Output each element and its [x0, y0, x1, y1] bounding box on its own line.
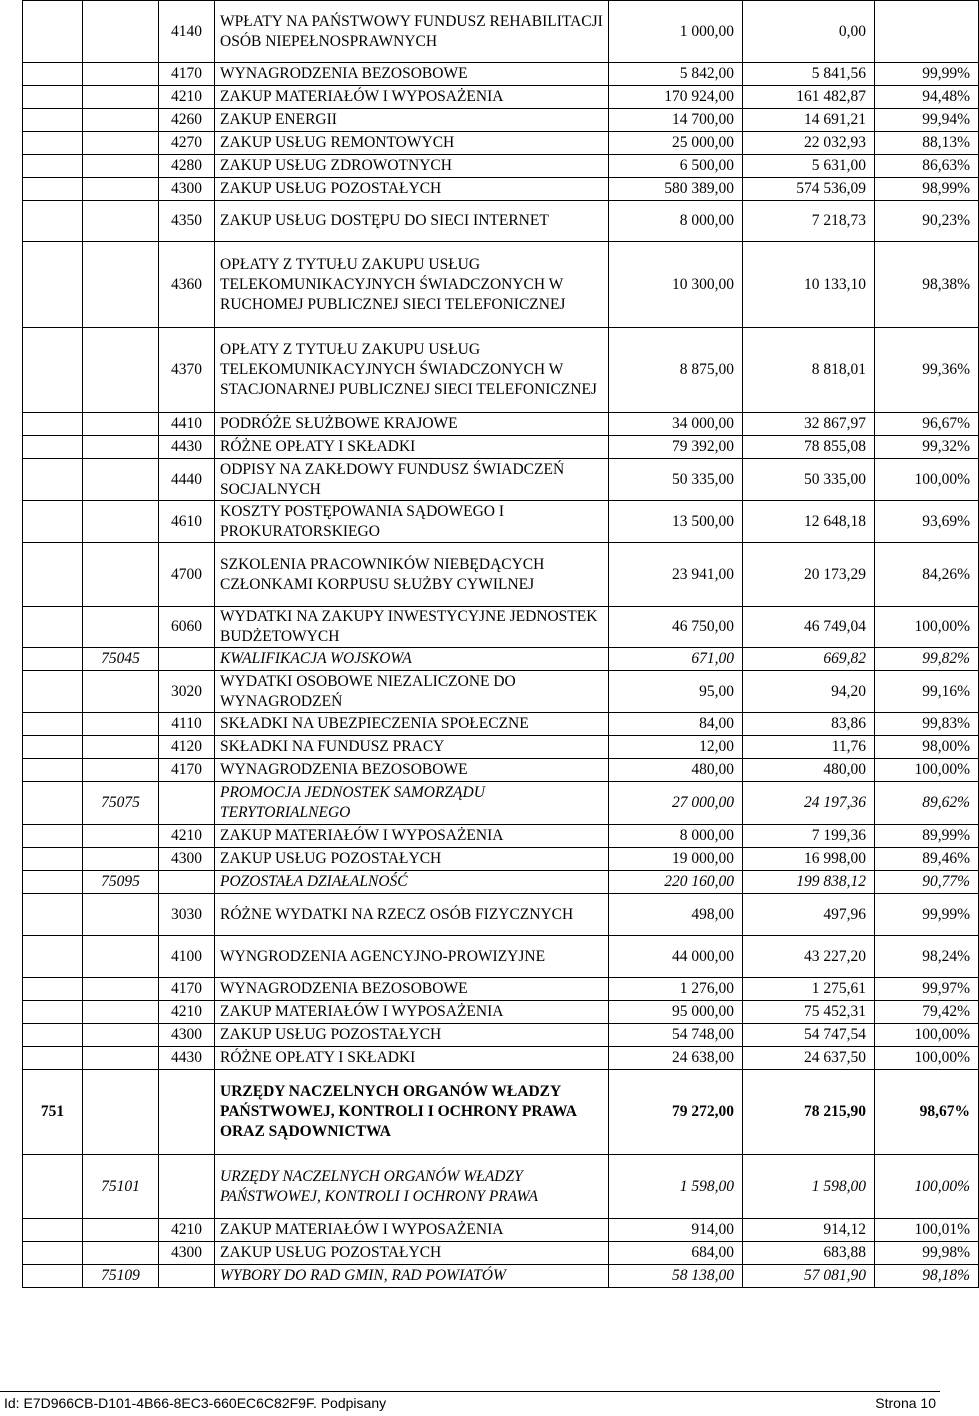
budget-table-body — [23, 1, 979, 1288]
paragraph-code-cell: 3020 — [159, 671, 215, 713]
paragraph-code-cell: 4350 — [159, 201, 215, 242]
execution-percent-cell: 100,01% — [875, 1219, 979, 1242]
table-row — [23, 543, 979, 607]
division-code-cell — [23, 155, 83, 178]
division-code-cell — [23, 63, 83, 86]
division-code-cell — [23, 413, 83, 436]
chapter-code-cell — [83, 1219, 159, 1242]
budget-table — [22, 0, 979, 1288]
execution-percent-cell: 79,42% — [875, 1001, 979, 1024]
chapter-code-cell — [83, 109, 159, 132]
division-code-cell — [23, 871, 83, 894]
executed-amount-cell: 914,12 — [743, 1219, 875, 1242]
paragraph-code-cell — [159, 1070, 215, 1155]
paragraph-code-cell: 4360 — [159, 242, 215, 328]
chapter-code-cell — [83, 413, 159, 436]
paragraph-code-cell: 4100 — [159, 936, 215, 978]
table-row — [23, 936, 979, 978]
division-code-cell — [23, 894, 83, 936]
chapter-code-cell — [83, 1024, 159, 1047]
execution-percent-cell: 99,99% — [875, 63, 979, 86]
execution-percent-cell: 100,00% — [875, 1047, 979, 1070]
item-name-cell: POZOSTAŁA DZIAŁALNOŚĆ — [215, 871, 609, 894]
item-name-cell: URZĘDY NACZELNYCH ORGANÓW WŁADZY PAŃSTWOWEJ, KONTROLI I OCHRONY PRAWA — [215, 1155, 609, 1219]
item-name-cell: ZAKUP USŁUG ZDROWOTNYCH — [215, 155, 609, 178]
paragraph-code-cell: 4210 — [159, 825, 215, 848]
item-name-cell: WYDATKI NA ZAKUPY INWESTYCYJNE JEDNOSTEK BUDŻETOWYCH — [215, 607, 609, 648]
document-id-text: Id: E7D966CB-D101-4B66-8EC3-660EC6C82F9F. Podpisany — [4, 1395, 387, 1411]
paragraph-code-cell: 4300 — [159, 1024, 215, 1047]
planned-amount-cell: 8 000,00 — [609, 825, 743, 848]
planned-amount-cell: 34 000,00 — [609, 413, 743, 436]
item-name-cell: OPŁATY Z TYTUŁU ZAKUPU USŁUG TELEKOMUNIKACYJNYCH ŚWIADCZONYCH W STACJONARNEJ PUBLICZNEJ SIECI TELEFONICZNEJ — [215, 328, 609, 413]
division-code-cell — [23, 86, 83, 109]
chapter-code-cell: 75045 — [83, 648, 159, 671]
planned-amount-cell: 50 335,00 — [609, 459, 743, 501]
execution-percent-cell: 89,99% — [875, 825, 979, 848]
execution-percent-cell: 89,46% — [875, 848, 979, 871]
division-code-cell — [23, 459, 83, 501]
division-code-cell — [23, 713, 83, 736]
paragraph-code-cell — [159, 871, 215, 894]
item-name-cell: ODPISY NA ZAKŁDOWY FUNDUSZ ŚWIADCZEŃ SOCJALNYCH — [215, 459, 609, 501]
planned-amount-cell: 24 638,00 — [609, 1047, 743, 1070]
division-code-cell — [23, 759, 83, 782]
planned-amount-cell: 671,00 — [609, 648, 743, 671]
planned-amount-cell: 8 875,00 — [609, 328, 743, 413]
execution-percent-cell: 98,67% — [875, 1070, 979, 1155]
division-code-cell — [23, 978, 83, 1001]
chapter-code-cell — [83, 459, 159, 501]
paragraph-code-cell: 4300 — [159, 1242, 215, 1265]
paragraph-code-cell: 4430 — [159, 1047, 215, 1070]
executed-amount-cell: 7 218,73 — [743, 201, 875, 242]
executed-amount-cell: 83,86 — [743, 713, 875, 736]
chapter-code-cell — [83, 848, 159, 871]
execution-percent-cell: 99,83% — [875, 713, 979, 736]
chapter-code-cell — [83, 759, 159, 782]
planned-amount-cell: 1 276,00 — [609, 978, 743, 1001]
execution-percent-cell: 99,98% — [875, 1242, 979, 1265]
paragraph-code-cell — [159, 648, 215, 671]
table-row — [23, 155, 979, 178]
item-name-cell: PROMOCJA JEDNOSTEK SAMORZĄDU TERYTORIALNEGO — [215, 782, 609, 825]
item-name-cell: OPŁATY Z TYTUŁU ZAKUPU USŁUG TELEKOMUNIKACYJNYCH ŚWIADCZONYCH W RUCHOMEJ PUBLICZNEJ SIECI TELEFONICZNEJ — [215, 242, 609, 328]
paragraph-code-cell: 4210 — [159, 1219, 215, 1242]
executed-amount-cell: 43 227,20 — [743, 936, 875, 978]
execution-percent-cell: 90,23% — [875, 201, 979, 242]
paragraph-code-cell: 4140 — [159, 1, 215, 63]
table-row — [23, 607, 979, 648]
item-name-cell: WYNGRODZENIA AGENCYJNO-PROWIZYJNE — [215, 936, 609, 978]
planned-amount-cell: 14 700,00 — [609, 109, 743, 132]
table-row — [23, 459, 979, 501]
paragraph-code-cell: 4370 — [159, 328, 215, 413]
chapter-code-cell — [83, 328, 159, 413]
table-row — [23, 848, 979, 871]
division-code-cell — [23, 1001, 83, 1024]
division-code-cell — [23, 671, 83, 713]
item-name-cell: RÓŻNE OPŁATY I SKŁADKI — [215, 1047, 609, 1070]
table-row — [23, 1, 979, 63]
table-row — [23, 1070, 979, 1155]
execution-percent-cell: 99,99% — [875, 894, 979, 936]
division-code-cell — [23, 648, 83, 671]
chapter-code-cell — [83, 86, 159, 109]
executed-amount-cell: 480,00 — [743, 759, 875, 782]
paragraph-code-cell — [159, 782, 215, 825]
planned-amount-cell: 6 500,00 — [609, 155, 743, 178]
planned-amount-cell: 220 160,00 — [609, 871, 743, 894]
paragraph-code-cell: 4430 — [159, 436, 215, 459]
division-code-cell — [23, 328, 83, 413]
executed-amount-cell: 46 749,04 — [743, 607, 875, 648]
table-row — [23, 1155, 979, 1219]
paragraph-code-cell — [159, 1155, 215, 1219]
executed-amount-cell: 1 275,61 — [743, 978, 875, 1001]
execution-percent-cell: 96,67% — [875, 413, 979, 436]
planned-amount-cell: 1 000,00 — [609, 1, 743, 63]
division-code-cell — [23, 1, 83, 63]
chapter-code-cell: 75101 — [83, 1155, 159, 1219]
table-row — [23, 63, 979, 86]
executed-amount-cell: 1 598,00 — [743, 1155, 875, 1219]
execution-percent-cell: 98,00% — [875, 736, 979, 759]
table-row — [23, 1001, 979, 1024]
planned-amount-cell: 8 000,00 — [609, 201, 743, 242]
division-code-cell — [23, 848, 83, 871]
chapter-code-cell — [83, 1, 159, 63]
planned-amount-cell: 79 392,00 — [609, 436, 743, 459]
chapter-code-cell — [83, 201, 159, 242]
item-name-cell: ZAKUP USŁUG POZOSTAŁYCH — [215, 178, 609, 201]
table-row — [23, 648, 979, 671]
table-row — [23, 436, 979, 459]
page-footer — [0, 1391, 940, 1416]
division-code-cell — [23, 825, 83, 848]
planned-amount-cell: 44 000,00 — [609, 936, 743, 978]
division-code-cell — [23, 132, 83, 155]
item-name-cell: ZAKUP MATERIAŁÓW I WYPOSAŻENIA — [215, 1001, 609, 1024]
executed-amount-cell: 10 133,10 — [743, 242, 875, 328]
execution-percent-cell: 86,63% — [875, 155, 979, 178]
chapter-code-cell — [83, 1001, 159, 1024]
division-code-cell — [23, 501, 83, 543]
table-row — [23, 1219, 979, 1242]
executed-amount-cell: 54 747,54 — [743, 1024, 875, 1047]
paragraph-code-cell: 4280 — [159, 155, 215, 178]
paragraph-code-cell: 4170 — [159, 978, 215, 1001]
item-name-cell: ZAKUP USŁUG POZOSTAŁYCH — [215, 848, 609, 871]
planned-amount-cell: 46 750,00 — [609, 607, 743, 648]
table-row — [23, 825, 979, 848]
paragraph-code-cell — [159, 1265, 215, 1288]
table-row — [23, 1242, 979, 1265]
item-name-cell: ZAKUP USŁUG DOSTĘPU DO SIECI INTERNET — [215, 201, 609, 242]
division-code-cell — [23, 782, 83, 825]
division-code-cell — [23, 736, 83, 759]
executed-amount-cell: 14 691,21 — [743, 109, 875, 132]
planned-amount-cell: 95 000,00 — [609, 1001, 743, 1024]
chapter-code-cell — [83, 63, 159, 86]
division-code-cell — [23, 1024, 83, 1047]
chapter-code-cell — [83, 1047, 159, 1070]
item-name-cell: KWALIFIKACJA WOJSKOWA — [215, 648, 609, 671]
table-row — [23, 242, 979, 328]
item-name-cell: URZĘDY NACZELNYCH ORGANÓW WŁADZY PAŃSTWOWEJ, KONTROLI I OCHRONY PRAWA ORAZ SĄDOWNICTWA — [215, 1070, 609, 1155]
paragraph-code-cell: 6060 — [159, 607, 215, 648]
executed-amount-cell: 16 998,00 — [743, 848, 875, 871]
execution-percent-cell: 99,36% — [875, 328, 979, 413]
execution-percent-cell: 88,13% — [875, 132, 979, 155]
division-code-cell — [23, 1155, 83, 1219]
planned-amount-cell: 13 500,00 — [609, 501, 743, 543]
execution-percent-cell: 98,99% — [875, 178, 979, 201]
execution-percent-cell: 84,26% — [875, 543, 979, 607]
paragraph-code-cell: 4300 — [159, 178, 215, 201]
item-name-cell: RÓŻNE OPŁATY I SKŁADKI — [215, 436, 609, 459]
paragraph-code-cell: 4270 — [159, 132, 215, 155]
division-code-cell — [23, 242, 83, 328]
executed-amount-cell: 24 637,50 — [743, 1047, 875, 1070]
table-row — [23, 132, 979, 155]
paragraph-code-cell: 4170 — [159, 759, 215, 782]
execution-percent-cell: 98,18% — [875, 1265, 979, 1288]
item-name-cell: ZAKUP USŁUG REMONTOWYCH — [215, 132, 609, 155]
chapter-code-cell — [83, 713, 159, 736]
planned-amount-cell: 54 748,00 — [609, 1024, 743, 1047]
chapter-code-cell — [83, 436, 159, 459]
division-code-cell — [23, 1219, 83, 1242]
execution-percent-cell: 99,94% — [875, 109, 979, 132]
executed-amount-cell: 683,88 — [743, 1242, 875, 1265]
executed-amount-cell: 161 482,87 — [743, 86, 875, 109]
executed-amount-cell: 94,20 — [743, 671, 875, 713]
item-name-cell: PODRÓŻE SŁUŻBOWE KRAJOWE — [215, 413, 609, 436]
chapter-code-cell — [83, 1242, 159, 1265]
execution-percent-cell: 100,00% — [875, 459, 979, 501]
chapter-code-cell — [83, 178, 159, 201]
division-code-cell — [23, 936, 83, 978]
paragraph-code-cell: 4110 — [159, 713, 215, 736]
chapter-code-cell — [83, 894, 159, 936]
execution-percent-cell: 100,00% — [875, 1155, 979, 1219]
executed-amount-cell: 5 631,00 — [743, 155, 875, 178]
table-row — [23, 759, 979, 782]
table-row — [23, 1024, 979, 1047]
executed-amount-cell: 20 173,29 — [743, 543, 875, 607]
planned-amount-cell: 58 138,00 — [609, 1265, 743, 1288]
chapter-code-cell — [83, 132, 159, 155]
item-name-cell: RÓŻNE WYDATKI NA RZECZ OSÓB FIZYCZNYCH — [215, 894, 609, 936]
planned-amount-cell: 1 598,00 — [609, 1155, 743, 1219]
item-name-cell: WYNAGRODZENIA BEZOSOBOWE — [215, 759, 609, 782]
executed-amount-cell: 78 215,90 — [743, 1070, 875, 1155]
execution-percent-cell: 98,38% — [875, 242, 979, 328]
executed-amount-cell: 12 648,18 — [743, 501, 875, 543]
executed-amount-cell: 574 536,09 — [743, 178, 875, 201]
division-code-cell — [23, 109, 83, 132]
chapter-code-cell — [83, 155, 159, 178]
execution-percent-cell — [875, 1, 979, 63]
table-row — [23, 328, 979, 413]
item-name-cell: ZAKUP MATERIAŁÓW I WYPOSAŻENIA — [215, 1219, 609, 1242]
executed-amount-cell: 57 081,90 — [743, 1265, 875, 1288]
execution-percent-cell: 99,82% — [875, 648, 979, 671]
executed-amount-cell: 497,96 — [743, 894, 875, 936]
paragraph-code-cell: 4610 — [159, 501, 215, 543]
paragraph-code-cell: 3030 — [159, 894, 215, 936]
division-code-cell — [23, 201, 83, 242]
executed-amount-cell: 7 199,36 — [743, 825, 875, 848]
chapter-code-cell — [83, 242, 159, 328]
chapter-code-cell — [83, 1070, 159, 1155]
paragraph-code-cell: 4260 — [159, 109, 215, 132]
paragraph-code-cell: 4120 — [159, 736, 215, 759]
table-row — [23, 782, 979, 825]
table-row — [23, 871, 979, 894]
execution-percent-cell: 94,48% — [875, 86, 979, 109]
executed-amount-cell: 199 838,12 — [743, 871, 875, 894]
division-code-cell — [23, 1047, 83, 1070]
division-code-cell — [23, 543, 83, 607]
table-row — [23, 413, 979, 436]
table-row — [23, 201, 979, 242]
planned-amount-cell: 580 389,00 — [609, 178, 743, 201]
planned-amount-cell: 12,00 — [609, 736, 743, 759]
executed-amount-cell: 669,82 — [743, 648, 875, 671]
executed-amount-cell: 11,76 — [743, 736, 875, 759]
planned-amount-cell: 19 000,00 — [609, 848, 743, 871]
table-row — [23, 978, 979, 1001]
chapter-code-cell — [83, 936, 159, 978]
item-name-cell: ZAKUP USŁUG POZOSTAŁYCH — [215, 1024, 609, 1047]
planned-amount-cell: 23 941,00 — [609, 543, 743, 607]
executed-amount-cell: 5 841,56 — [743, 63, 875, 86]
execution-percent-cell: 99,16% — [875, 671, 979, 713]
paragraph-code-cell: 4300 — [159, 848, 215, 871]
planned-amount-cell: 914,00 — [609, 1219, 743, 1242]
planned-amount-cell: 84,00 — [609, 713, 743, 736]
execution-percent-cell: 100,00% — [875, 1024, 979, 1047]
item-name-cell: WPŁATY NA PAŃSTWOWY FUNDUSZ REHABILITACJI OSÓB NIEPEŁNOSPRAWNYCH — [215, 1, 609, 63]
planned-amount-cell: 25 000,00 — [609, 132, 743, 155]
execution-percent-cell: 93,69% — [875, 501, 979, 543]
item-name-cell: ZAKUP MATERIAŁÓW I WYPOSAŻENIA — [215, 825, 609, 848]
paragraph-code-cell: 4700 — [159, 543, 215, 607]
table-row — [23, 1047, 979, 1070]
planned-amount-cell: 79 272,00 — [609, 1070, 743, 1155]
execution-percent-cell: 100,00% — [875, 759, 979, 782]
paragraph-code-cell: 4440 — [159, 459, 215, 501]
item-name-cell: ZAKUP USŁUG POZOSTAŁYCH — [215, 1242, 609, 1265]
execution-percent-cell: 100,00% — [875, 607, 979, 648]
execution-percent-cell: 99,32% — [875, 436, 979, 459]
item-name-cell: SZKOLENIA PRACOWNIKÓW NIEBĘDĄCYCH CZŁONKAMI KORPUSU SŁUŻBY CYWILNEJ — [215, 543, 609, 607]
executed-amount-cell: 78 855,08 — [743, 436, 875, 459]
table-row — [23, 109, 979, 132]
planned-amount-cell: 684,00 — [609, 1242, 743, 1265]
division-code-cell — [23, 178, 83, 201]
executed-amount-cell: 32 867,97 — [743, 413, 875, 436]
chapter-code-cell — [83, 671, 159, 713]
execution-percent-cell: 89,62% — [875, 782, 979, 825]
table-row — [23, 671, 979, 713]
execution-percent-cell: 98,24% — [875, 936, 979, 978]
division-code-cell: 751 — [23, 1070, 83, 1155]
table-row — [23, 736, 979, 759]
paragraph-code-cell: 4210 — [159, 1001, 215, 1024]
item-name-cell: SKŁADKI NA FUNDUSZ PRACY — [215, 736, 609, 759]
table-row — [23, 501, 979, 543]
item-name-cell: WYBORY DO RAD GMIN, RAD POWIATÓW — [215, 1265, 609, 1288]
executed-amount-cell: 50 335,00 — [743, 459, 875, 501]
planned-amount-cell: 170 924,00 — [609, 86, 743, 109]
table-row — [23, 86, 979, 109]
chapter-code-cell — [83, 501, 159, 543]
planned-amount-cell: 5 842,00 — [609, 63, 743, 86]
division-code-cell — [23, 607, 83, 648]
item-name-cell: WYNAGRODZENIA BEZOSOBOWE — [215, 978, 609, 1001]
executed-amount-cell: 75 452,31 — [743, 1001, 875, 1024]
item-name-cell: KOSZTY POSTĘPOWANIA SĄDOWEGO I PROKURATORSKIEGO — [215, 501, 609, 543]
table-row — [23, 1265, 979, 1288]
table-row — [23, 178, 979, 201]
item-name-cell: WYNAGRODZENIA BEZOSOBOWE — [215, 63, 609, 86]
planned-amount-cell: 95,00 — [609, 671, 743, 713]
paragraph-code-cell: 4210 — [159, 86, 215, 109]
division-code-cell — [23, 1242, 83, 1265]
chapter-code-cell — [83, 736, 159, 759]
planned-amount-cell: 480,00 — [609, 759, 743, 782]
chapter-code-cell: 75109 — [83, 1265, 159, 1288]
planned-amount-cell: 10 300,00 — [609, 242, 743, 328]
item-name-cell: WYDATKI OSOBOWE NIEZALICZONE DO WYNAGRODZEŃ — [215, 671, 609, 713]
chapter-code-cell — [83, 543, 159, 607]
table-row — [23, 713, 979, 736]
chapter-code-cell — [83, 825, 159, 848]
chapter-code-cell: 75095 — [83, 871, 159, 894]
execution-percent-cell: 99,97% — [875, 978, 979, 1001]
paragraph-code-cell: 4410 — [159, 413, 215, 436]
planned-amount-cell: 27 000,00 — [609, 782, 743, 825]
division-code-cell — [23, 436, 83, 459]
execution-percent-cell: 90,77% — [875, 871, 979, 894]
chapter-code-cell: 75075 — [83, 782, 159, 825]
table-row — [23, 894, 979, 936]
planned-amount-cell: 498,00 — [609, 894, 743, 936]
chapter-code-cell — [83, 607, 159, 648]
executed-amount-cell: 0,00 — [743, 1, 875, 63]
item-name-cell: SKŁADKI NA UBEZPIECZENIA SPOŁECZNE — [215, 713, 609, 736]
paragraph-code-cell: 4170 — [159, 63, 215, 86]
division-code-cell — [23, 1265, 83, 1288]
item-name-cell: ZAKUP ENERGII — [215, 109, 609, 132]
item-name-cell: ZAKUP MATERIAŁÓW I WYPOSAŻENIA — [215, 86, 609, 109]
executed-amount-cell: 22 032,93 — [743, 132, 875, 155]
page-number: Strona 10 — [875, 1395, 936, 1411]
executed-amount-cell: 8 818,01 — [743, 328, 875, 413]
executed-amount-cell: 24 197,36 — [743, 782, 875, 825]
chapter-code-cell — [83, 978, 159, 1001]
